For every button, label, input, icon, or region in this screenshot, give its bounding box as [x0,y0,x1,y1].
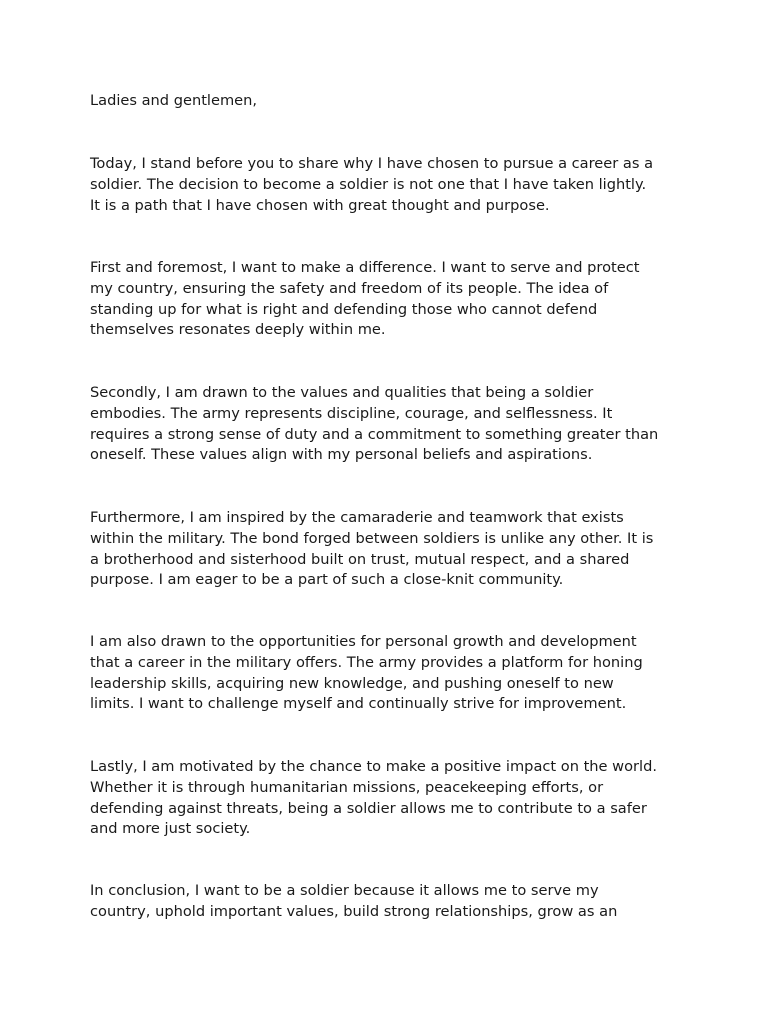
text-line: Furthermore, I am inspired by the camaraderie and teamwork that exists [90,509,624,526]
reason-fourth-paragraph [90,632,690,715]
text-line: a brotherhood and sisterhood built on trust, mutual respect, and a shared [90,550,630,568]
text-line: within the military. The bond forged between soldiers is unlike any other. It is [90,529,654,547]
reason-fifth-paragraph [90,757,690,840]
text-line: Secondly, I am drawn to the values and qualities that being a soldier [90,384,594,401]
text-line: limits. I want to challenge myself and continually strive for improvement. [90,695,627,713]
salutation-paragraph [90,91,690,112]
text-line: It is a path that I have chosen with great thought and purpose. [90,196,550,214]
reason-second-paragraph [90,383,690,466]
text-line: I am also drawn to the opportunities for personal growth and development [90,633,637,650]
text-line: embodies. The army represents discipline, courage, and selflessness. It [90,404,613,422]
text-line: In conclusion, I want to be a soldier because it allows me to serve my [90,882,599,899]
text-line: requires a strong sense of duty and a commitment to something greater than [90,425,659,443]
text-line: my country, ensuring the safety and freedom of its people. The idea of [90,279,609,297]
text-line: and more just society. [90,820,251,838]
conclusion-paragraph [90,881,690,923]
text-line: Lastly, I am motivated by the chance to make a positive impact on the world. [90,758,657,775]
text-line: defending against threats, being a soldier allows me to contribute to a safer [90,799,647,817]
text-line: themselves resonates deeply within me. [90,321,386,339]
text-line: Whether it is through humanitarian missions, peacekeeping efforts, or [90,778,604,796]
intro-paragraph [90,154,690,216]
text-line: Ladies and gentlemen, [90,92,258,109]
reason-first-paragraph [90,258,690,341]
text-line: purpose. I am eager to be a part of such a close-knit community. [90,571,564,589]
text-line: soldier. The decision to become a soldier is not one that I have taken lightly. [90,175,647,193]
text-line: country, uphold important values, build strong relationships, grow as an [90,902,618,920]
text-line: oneself. These values align with my personal beliefs and aspirations. [90,446,593,464]
text-line: standing up for what is right and defending those who cannot defend [90,300,598,318]
text-line: that a career in the military offers. The army provides a platform for honing [90,653,643,671]
text-line: First and foremost, I want to make a difference. I want to serve and protect [90,259,640,276]
text-line: leadership skills, acquiring new knowledge, and pushing oneself to new [90,674,614,692]
text-line: Today, I stand before you to share why I have chosen to pursue a career as a [90,155,654,172]
reason-third-paragraph [90,508,690,591]
